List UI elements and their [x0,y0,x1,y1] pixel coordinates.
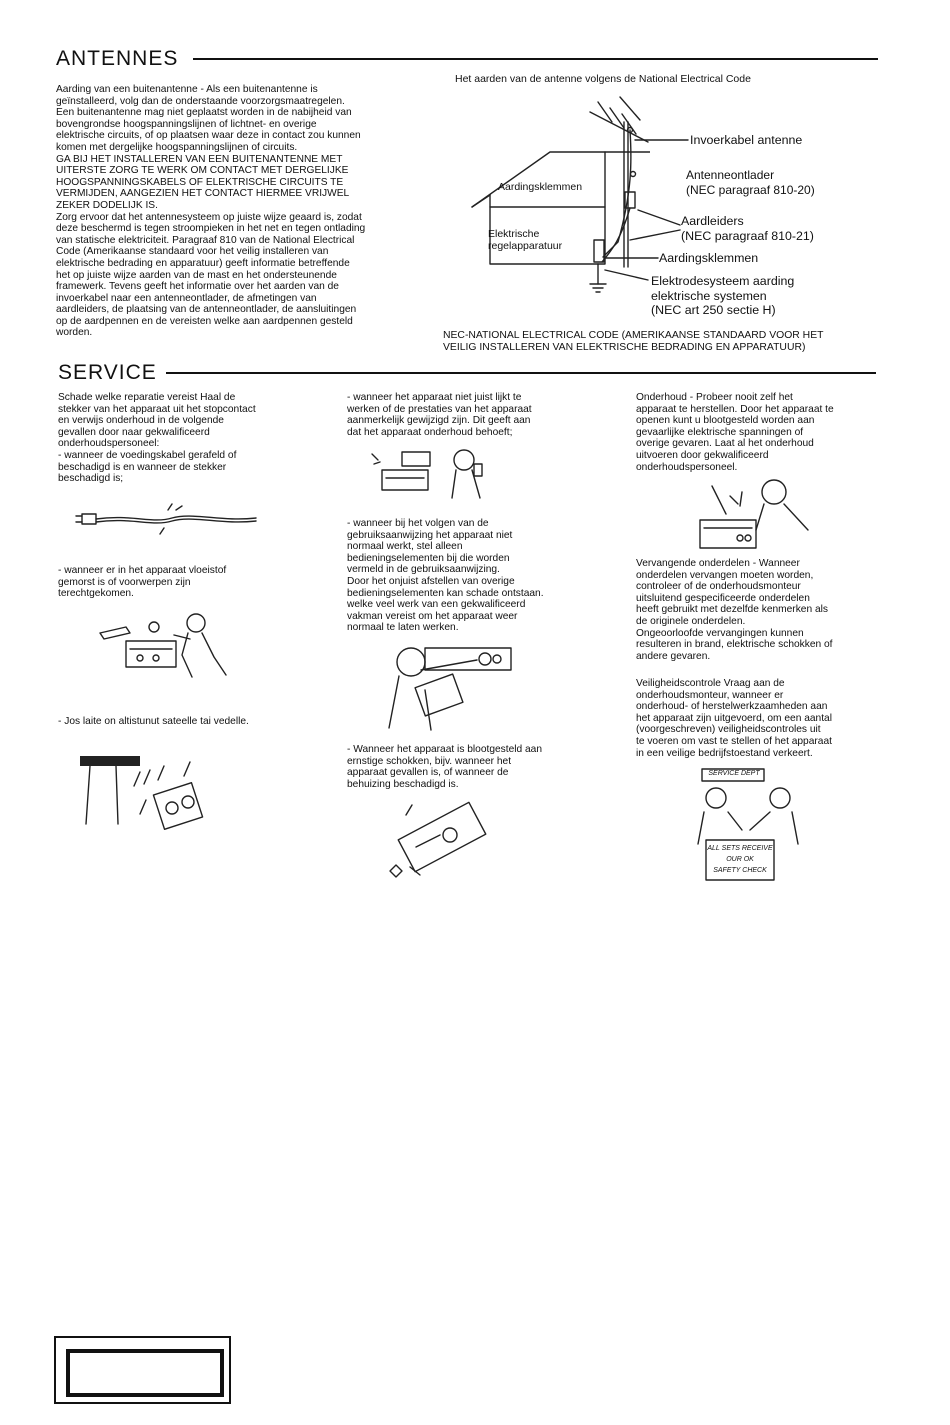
label-lead-in: Invoerkabel antenne [690,133,803,147]
label-conductors: Aardleiders (NEC paragraaf 810-21) [681,214,814,243]
service-col2-p2: - wanneer bij het volgen van de gebruiksaanwijzing het apparaat niet normaal werkt, stel alleen bedieningselementen bij die worden vermeld in de gebruiksaanwijzing. Door het onjuist afstellen van overige bedieningselementen kan schade ontstaan. welke veel werk van een gekwalificeerd vakman vereist om het apparaat weer normaal te laten werken. [347,518,544,634]
antennes-rule [193,58,878,60]
nec-note: NEC-NATIONAL ELECTRICAL CODE (AMERIKAANSE STANDAARD VOOR HET VEILIG INSTALLEREN VAN ELEKTRISCHE BEDRADING EN APPARATUUR) [443,330,824,353]
label-electrode: Elektrodesysteem aarding elektrische systemen (NEC art 250 sectie H) [651,274,795,317]
service-col3-p3: Veiligheidscontrole Vraag aan de onderhoudsmonteur, wanneer er onderhoud- of herstelwerkzaamheden aan het apparaat zijn uitgevoerd, om een aantal (voorgeschreven) veiligheidscontroles uit te voeren om vast te stellen of het apparaat in een veilige bedrijfstoestand verkeert. [636,678,832,759]
malfunction-illustration [368,442,498,502]
service-col1-p1: Schade welke reparatie vereist Haal de stekker van het apparaat uit het stopcontact en verwijs onderhoud in de volgende gevallen door naar gekwalificeerd onderhoudspersoneel: - wanneer de voedingskabel gerafeld of beschadigd is en wanneer de stekker beschadigd is; [58,392,256,485]
label-discharge: Antenneontlader (NEC paragraaf 810-20) [686,168,815,197]
bottom-frame-outer [54,1336,231,1404]
house-label-service: Elektrische regelapparatuur [488,228,563,252]
dropped-device-illustration [380,795,500,880]
diagram-caption: Het aarden van de antenne volgens de National Electrical Code [455,73,751,85]
rain-exposure-illustration [80,752,205,832]
service-col1-p3: - Jos laite on altistunut sateelle tai vedelle. [58,716,249,727]
sign-safety-check: ALL SETS RECEIVE OUR OK SAFETY CHECK [707,845,773,874]
adjust-controls-illustration [385,640,515,732]
antennes-body: Aarding van een buitenantenne - Als een buitenantenne is geïnstalleerd, volg dan de onderstaande voorzorgsmaatregelen. Een buitenantenne mag niet geplaatst worden in de nabijheid van bovengrondse hoogspanningslijnen of lichtnet- en overige elektrische circuits, of op plaatsen waar deze in contact zou kunnen komen met dergelijke hoogspanningslijnen of circuits. GA BIJ HET INSTALLEREN VAN EEN BUITENANTENNE MET UITERSTE ZORG TE WERK OM CONTACT MET DERGELIJKE HOOGSPANNINGSKABELS OF ELEKTRISCHE CIRCUITS TE VERMIJDEN, AANGEZIEN HET CONTACT HIERMEE VRIJWEL ZEKER DODELIJK IS. Zorg ervoor dat het antennesysteem op juiste wijze geaard is, zodat deze beschermd is tegen stroompieken in het net en tegen ontlading van statische elektriciteit. Paragraaf 810 van de National Electrical Code (Amerikaanse standaard voor het veilig installeren van elektrische bedrading en apparatuur) geeft informatie betreffende het op juiste wijze aarden van de mast en het ondersteunende framewerk. Tevens geeft het informatie over het aarden van de invoerkabel naar een antenneontlader, de afmetingen van aardleiders, de plaatsing van de antenneontlader, de aansluitingen op de aardpennen en de vereisten welke aan aardpennen gesteld worden. [56,84,366,339]
service-heading: SERVICE [58,361,157,384]
house-label-clamps: Aardingsklemmen [498,181,583,193]
service-col2-p1: - wanneer het apparaat niet juist lijkt te werken of de prestaties van het apparaat aanmerkelijk gewijzigd zijn. Dit geeft aan dat het apparaat onderhoud behoeft; [347,392,532,438]
no-self-repair-illustration [690,470,820,555]
safety-check-illustration [692,768,804,882]
service-col1-p2: - wanneer er in het apparaat vloeistof gemorst is of voorwerpen zijn terechtgekomen. [58,565,227,600]
sign-service-dept: SERVICE DEPT [708,770,760,777]
service-rule [166,372,876,374]
antennes-heading: ANTENNES [56,47,179,70]
label-clamps: Aardingsklemmen [659,251,759,265]
bottom-frame-inner [66,1349,224,1397]
service-col3-p2: Vervangende onderdelen - Wanneer onderdelen vervangen moeten worden, controleer of de onderhoudsmonteur uitsluitend gespecificeerde onderdelen heeft gebruikt met dezelfde kenmerken als de originele onderdelen. Ongeoorloofde vervangingen kunnen resulteren in brand, elektrische schokken of andere gevaren. [636,558,833,662]
service-col2-p3: - Wanneer het apparaat is blootgesteld aan ernstige schokken, bijv. wanneer het apparaat gevallen is, of wanneer de behuizing beschadigd is. [347,744,543,790]
liquid-spill-illustration [96,605,231,680]
frayed-cord-illustration [72,500,262,540]
service-col3-p1: Onderhoud - Probeer nooit zelf het apparaat te herstellen. Door het apparaat te openen kunt u blootgesteld worden aan gevaarlijke elektrische spanningen of overige gevaren. Laat al het onderhoud uitvoeren door gekwalificeerd onderhoudspersoneel. [636,392,834,473]
